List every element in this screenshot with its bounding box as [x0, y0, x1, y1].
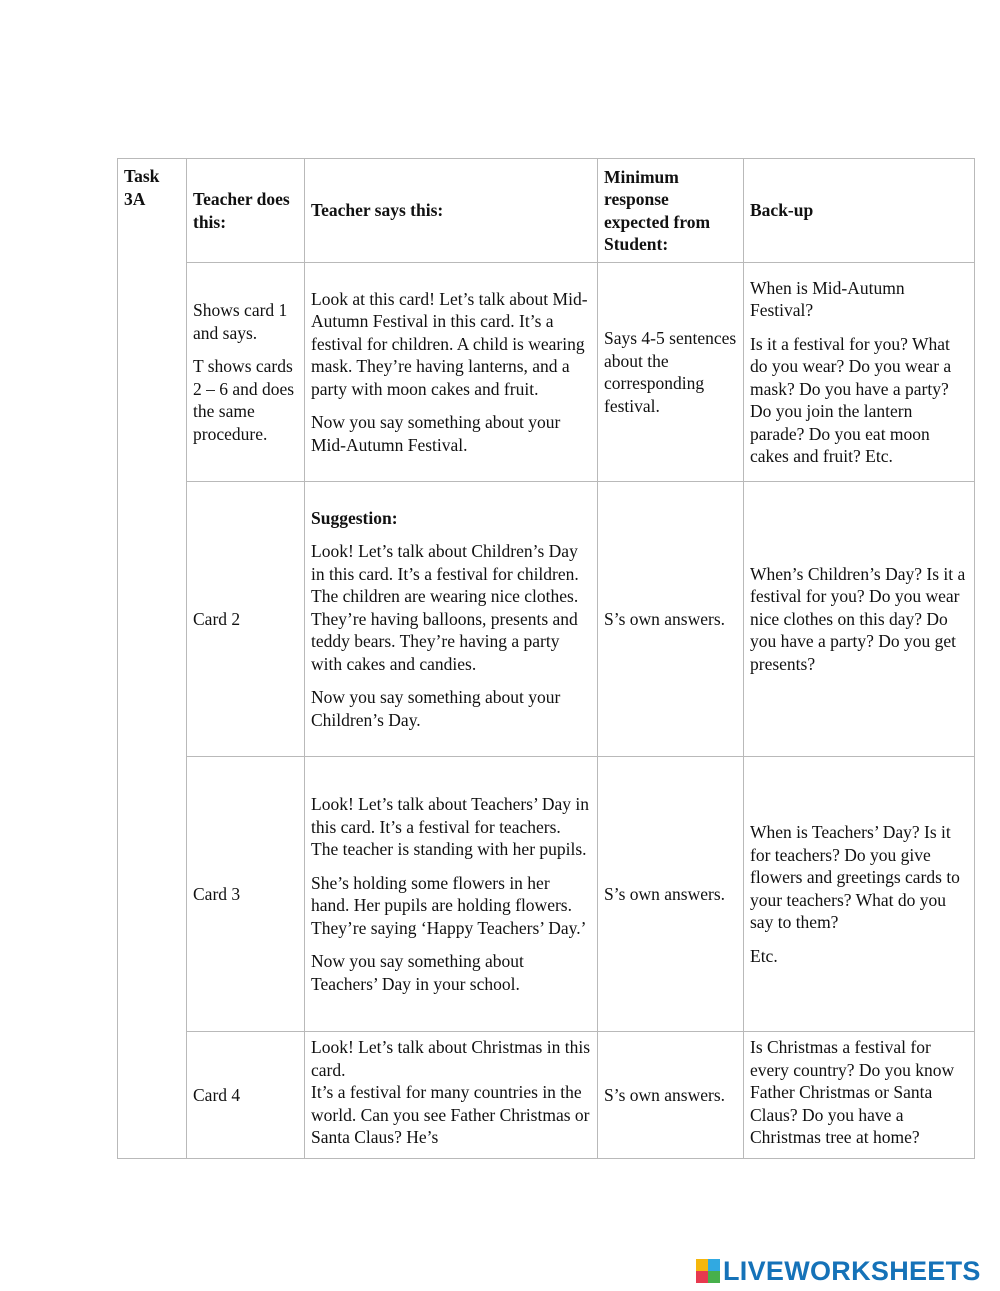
backup-text: Etc. — [750, 945, 778, 966]
teacher-says-cell — [305, 757, 598, 1032]
does-text: Card 2 — [193, 608, 241, 629]
teacher-says-cell — [305, 1032, 598, 1159]
task-label: Task 3A — [118, 159, 187, 1159]
teacher-does-cell — [187, 757, 305, 1032]
table-header-row — [118, 159, 975, 263]
says-text: It’s a festival for many countries in the world. Can you see Father Christmas or Santa Claus? He’s — [311, 1082, 590, 1147]
table-row — [118, 757, 975, 1032]
teacher-does-cell — [187, 1032, 305, 1159]
backup-text: When is Teachers’ Day? Is it for teachers? Do you give flowers and greetings cards to your teachers? What do you say to them? — [750, 822, 960, 932]
teacher-says-cell — [305, 263, 598, 482]
teacher-says-cell — [305, 482, 598, 757]
does-text: Card 4 — [193, 1084, 241, 1105]
table-row — [118, 263, 975, 482]
backup-text: Is it a festival for you? What do you wear? Do you wear a mask? Do you have a party? Do you join the lantern parade? Do you eat moon cakes and fruit? Etc. — [750, 333, 952, 466]
says-text: Now you say something about your Mid-Autumn Festival. — [311, 412, 561, 455]
logo-text: LIVEWORKSHEETS — [723, 1256, 981, 1286]
response-text: S’s own answers. — [604, 608, 726, 629]
does-text: Shows card 1 and says. — [193, 300, 288, 343]
liveworksheets-logo-icon — [696, 1259, 720, 1283]
lesson-table — [117, 158, 975, 1159]
header-minimum-response: Minimum response expected from Student: — [598, 159, 744, 263]
response-cell — [598, 482, 744, 757]
liveworksheets-logo — [696, 1256, 981, 1286]
backup-text: When is Mid-Autumn Festival? — [750, 277, 905, 320]
backup-cell — [744, 263, 975, 482]
suggestion-heading: Suggestion: — [311, 507, 398, 528]
says-text: Look! Let’s talk about Christmas in this card. — [311, 1037, 591, 1080]
says-text: Now you say something about Teachers’ Day in your school. — [311, 951, 524, 994]
table-row — [118, 482, 975, 757]
response-cell — [598, 757, 744, 1032]
says-text: Look! Let’s talk about Teachers’ Day in this card. It’s a festival for teachers. The teacher is standing with her pupils. — [311, 794, 590, 859]
response-text: S’s own answers. — [604, 1084, 726, 1105]
says-text: Look! Let’s talk about Children’s Day in this card. It’s a festival for children. The children are wearing nice clothes. They’re having balloons, presents and teddy bears. They’re having a party with cakes and candies. — [311, 541, 579, 674]
says-text: Look at this card! Let’s talk about Mid-Autumn Festival in this card. It’s a festival for children. A child is wearing mask. They’re having lanterns, and a party with moon cakes and fruit. — [311, 288, 588, 399]
backup-text: When’s Children’s Day? Is it a festival for you? Do you wear nice clothes on this day? Do you have a party? Do you get presents? — [750, 563, 966, 674]
backup-cell — [744, 757, 975, 1032]
header-backup: Back-up — [744, 159, 975, 263]
says-text: Now you say something about your Children’s Day. — [311, 687, 561, 730]
does-text: T shows cards 2 – 6 and does the same procedure. — [193, 356, 295, 444]
header-teacher-says: Teacher says this: — [305, 159, 598, 263]
does-text: Card 3 — [193, 883, 241, 904]
response-cell — [598, 1032, 744, 1159]
teacher-does-cell — [187, 263, 305, 482]
response-text: Says 4-5 sentences about the corresponding festival. — [604, 328, 737, 416]
teacher-does-cell — [187, 482, 305, 757]
backup-cell — [744, 1032, 975, 1159]
says-text: She’s holding some flowers in her hand. Her pupils are holding flowers. They’re saying ‘Happy Teachers’ Day.’ — [311, 872, 587, 938]
table-row — [118, 1032, 975, 1159]
response-cell — [598, 263, 744, 482]
response-text: S’s own answers. — [604, 883, 726, 904]
header-teacher-does: Teacher does this: — [187, 159, 305, 263]
backup-text: Is Christmas a festival for every country? Do you know Father Christmas or Santa Claus? Do you have a Christmas tree at home? — [750, 1037, 955, 1147]
backup-cell — [744, 482, 975, 757]
